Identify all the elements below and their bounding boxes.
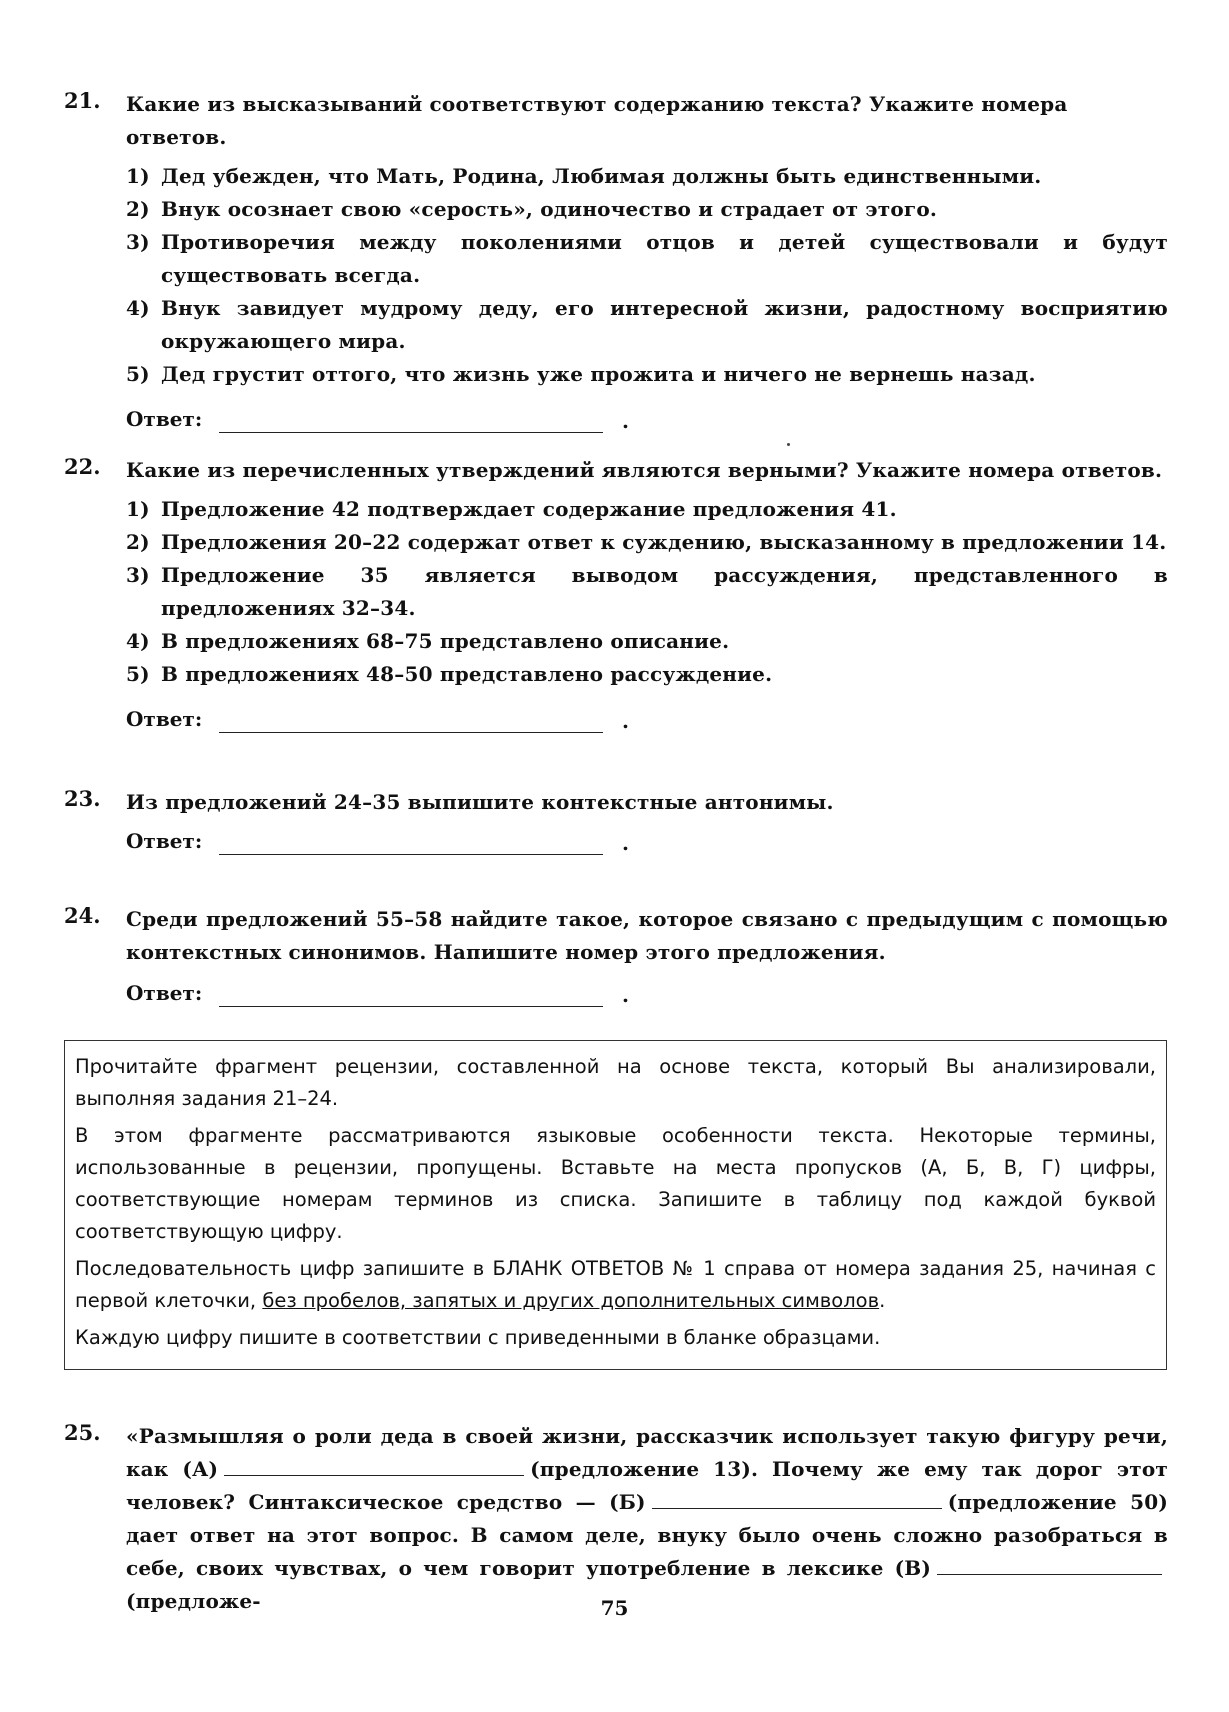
task-number: 21.	[64, 88, 101, 113]
answer-line[interactable]: Ответ: .	[126, 981, 629, 1007]
gap-a[interactable]	[224, 1453, 524, 1476]
answer-blank[interactable]	[219, 1006, 603, 1007]
instruction-box	[64, 1040, 1167, 1370]
task-number: 23.	[64, 786, 101, 811]
answer-blank[interactable]	[219, 854, 603, 855]
answer-label: Ответ:	[126, 829, 203, 853]
instruction-paragraph: Каждую цифру пишите в соответствии с приведенными в бланке образцами.	[75, 1326, 881, 1349]
option-item: 3) Противоречия между поколениями отцов и детей существовали и будут существовать всегда.	[126, 230, 1168, 287]
answer-blank[interactable]	[219, 732, 603, 733]
task-text: «Размышляя о роли деда в своей жизни, рассказчик использует такую фигуру речи, как (А) (предложение 13). Почему же ему так дорог этот человек? Синтаксическое средство — (Б) (предложение 50) дает ответ на этот вопрос. В самом деле, внуку было очень сложно разобраться в себе, своих чувствах, о чем говорит употребление в лексике (В)(предложе-	[126, 1424, 1168, 1613]
task-number: 22.	[64, 454, 101, 479]
task-22	[64, 454, 1168, 739]
answer-label: Ответ:	[126, 707, 203, 731]
task-question: Из предложений 24–35 выпишите контекстные антонимы.	[126, 790, 834, 814]
answer-line[interactable]: Ответ: .	[126, 707, 629, 733]
answer-label: Ответ:	[126, 981, 203, 1005]
task-25	[64, 1420, 1168, 1618]
task-question: Какие из перечисленных утверждений являются верными? Укажите номера ответов.	[126, 458, 1163, 482]
option-item: 1) Предложение 42 подтверждает содержание предложения 41.	[126, 497, 897, 521]
gap-b[interactable]	[652, 1486, 942, 1509]
options-list	[126, 160, 1168, 391]
task-number: 24.	[64, 903, 101, 928]
task-21	[64, 88, 1168, 439]
scan-speck	[787, 443, 790, 446]
underlined-emphasis: без пробелов, запятых и других дополнительных символов	[262, 1289, 880, 1312]
task-24	[64, 903, 1168, 1013]
answer-blank[interactable]	[219, 432, 603, 433]
option-item: 3) Предложение 35 является выводом рассуждения, представленного в предложениях 32–34.	[126, 563, 1168, 620]
option-item: 5) Дед грустит оттого, что жизнь уже прожита и ничего не вернешь назад.	[126, 362, 1036, 386]
instruction-paragraph: Последовательность цифр запишите в БЛАНК ОТВЕТОВ № 1 справа от номера задания 25, начиная с первой клеточки, без пробелов, запятых и других дополнительных символов.	[75, 1257, 1156, 1312]
answer-line[interactable]: Ответ: .	[126, 829, 629, 855]
option-item: 4) В предложениях 68–75 представлено описание.	[126, 629, 730, 653]
gap-c[interactable]	[937, 1552, 1162, 1575]
task-question: Среди предложений 55–58 найдите такое, которое связано с предыдущим с помощью контекстных синонимов. Напишите номер этого предложения.	[126, 907, 1168, 964]
option-item: 5) В предложениях 48–50 представлено рассуждение.	[126, 662, 773, 686]
answer-label: Ответ:	[126, 407, 203, 431]
options-list	[126, 493, 1168, 691]
instruction-paragraph: Прочитайте фрагмент рецензии, составленной на основе текста, который Вы анализировали, выполняя задания 21–24.	[75, 1055, 1156, 1110]
option-item: 1) Дед убежден, что Мать, Родина, Любимая должны быть единственными.	[126, 164, 1042, 188]
task-23	[64, 786, 1168, 861]
option-item: 4) Внук завидует мудрому деду, его интересной жизни, радостному восприятию окружающего мира.	[126, 296, 1168, 353]
task-question: Какие из высказываний соответствуют содержанию текста? Укажите номера ответов.	[126, 92, 1068, 149]
option-item: 2) Внук осознает свою «серость», одиночество и страдает от этого.	[126, 197, 938, 221]
answer-line[interactable]: Ответ: .	[126, 407, 629, 433]
page-number: 75	[600, 1596, 629, 1620]
instruction-paragraph: В этом фрагменте рассматриваются языковые особенности текста. Некоторые термины, использованные в рецензии, пропущены. Вставьте на места пропусков (А, Б, В, Г) цифры, соответствующие номерам терминов из списка. Запишите в таблицу под каждой буквой соответствующую цифру.	[75, 1124, 1156, 1243]
task-number: 25.	[64, 1420, 101, 1445]
option-item: 2) Предложения 20–22 содержат ответ к суждению, высказанному в предложении 14.	[126, 530, 1167, 554]
